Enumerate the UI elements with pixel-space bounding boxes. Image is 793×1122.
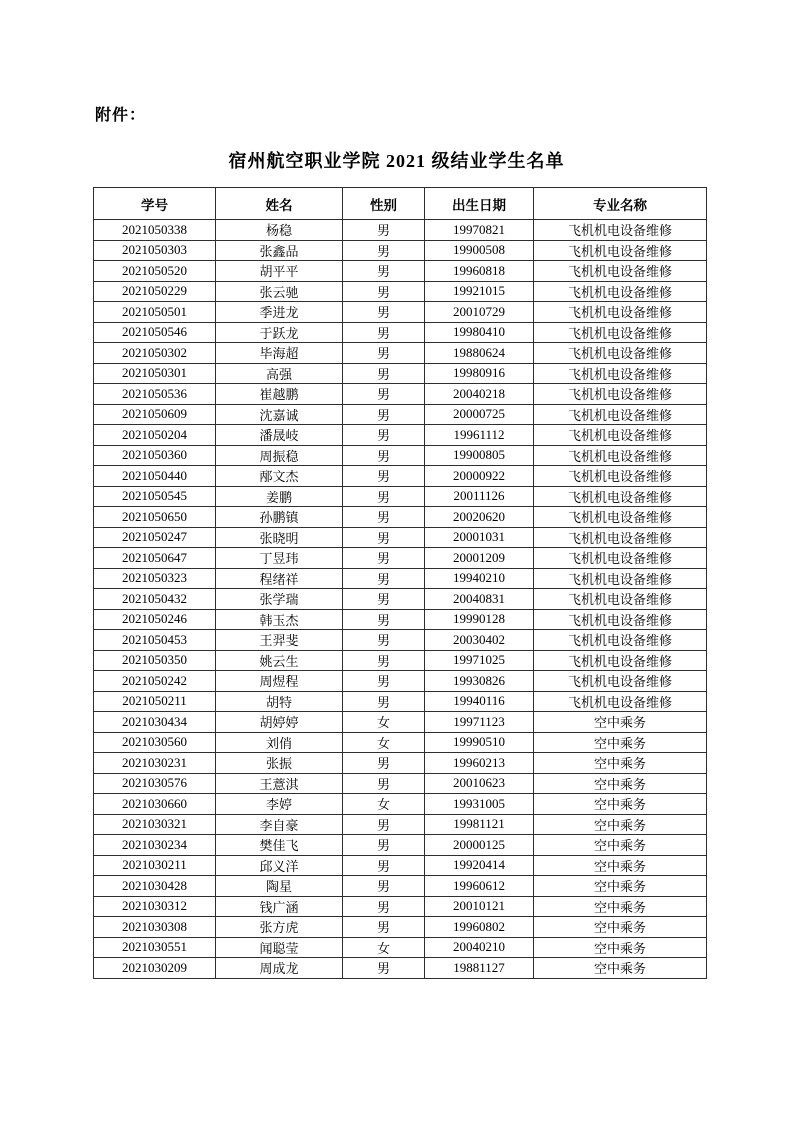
table-cell: 19970821: [425, 220, 534, 241]
table-cell: 19940210: [425, 568, 534, 589]
table-cell: 杨稳: [216, 220, 343, 241]
table-cell: 丁昱玮: [216, 548, 343, 569]
table-cell: 男: [343, 671, 425, 692]
table-cell: 胡婷婷: [216, 712, 343, 733]
table-cell: 沈嘉诚: [216, 404, 343, 425]
table-cell: 男: [343, 425, 425, 446]
table-cell: 男: [343, 630, 425, 651]
table-cell: 2021030209: [94, 958, 216, 979]
table-cell: 19900805: [425, 445, 534, 466]
table-row: [94, 876, 707, 897]
table-cell: 19990128: [425, 609, 534, 630]
table-row: [94, 732, 707, 753]
table-row: [94, 814, 707, 835]
table-cell: 2021030576: [94, 773, 216, 794]
table-cell: 2021050520: [94, 261, 216, 282]
table-cell: 2021050360: [94, 445, 216, 466]
table-cell: 空中乘务: [534, 712, 707, 733]
table-cell: 女: [343, 794, 425, 815]
table-cell: 19960818: [425, 261, 534, 282]
table-cell: 男: [343, 548, 425, 569]
table-row: [94, 917, 707, 938]
table-row: [94, 589, 707, 610]
table-cell: 毕海超: [216, 343, 343, 364]
table-row: [94, 527, 707, 548]
table-cell: 2021050432: [94, 589, 216, 610]
table-row: [94, 363, 707, 384]
table-row: [94, 302, 707, 323]
table-row: [94, 630, 707, 651]
table-cell: 季进龙: [216, 302, 343, 323]
table-cell: 20001209: [425, 548, 534, 569]
table-cell: 2021050440: [94, 466, 216, 487]
table-cell: 男: [343, 609, 425, 630]
table-cell: 胡平平: [216, 261, 343, 282]
table-cell: 19971123: [425, 712, 534, 733]
table-row: [94, 343, 707, 364]
table-row: [94, 261, 707, 282]
table-cell: 19960612: [425, 876, 534, 897]
table-cell: 周煜程: [216, 671, 343, 692]
table-cell: 男: [343, 404, 425, 425]
table-cell: 姜鹏: [216, 486, 343, 507]
table-cell: 男: [343, 281, 425, 302]
table-cell: 飞机机电设备维修: [534, 691, 707, 712]
table-cell: 张振: [216, 753, 343, 774]
table-cell: 2021030321: [94, 814, 216, 835]
table-cell: 20030402: [425, 630, 534, 651]
table-cell: 飞机机电设备维修: [534, 486, 707, 507]
table-cell: 男: [343, 220, 425, 241]
table-cell: 李婷: [216, 794, 343, 815]
table-cell: 王羿斐: [216, 630, 343, 651]
table-row: [94, 281, 707, 302]
table-cell: 19990510: [425, 732, 534, 753]
table-cell: 20040210: [425, 937, 534, 958]
table-cell: 2021050247: [94, 527, 216, 548]
table-row: [94, 937, 707, 958]
table-row: [94, 220, 707, 241]
table-cell: 飞机机电设备维修: [534, 384, 707, 405]
column-header: 出生日期: [425, 188, 534, 220]
column-header: 性别: [343, 188, 425, 220]
table-row: [94, 794, 707, 815]
table-cell: 2021050301: [94, 363, 216, 384]
table-cell: 张晓明: [216, 527, 343, 548]
table-row: [94, 650, 707, 671]
table-cell: 空中乘务: [534, 896, 707, 917]
table-cell: 飞机机电设备维修: [534, 609, 707, 630]
table-cell: 飞机机电设备维修: [534, 630, 707, 651]
table-cell: 韩玉杰: [216, 609, 343, 630]
table-cell: 飞机机电设备维修: [534, 363, 707, 384]
table-cell: 男: [343, 261, 425, 282]
table-cell: 2021030211: [94, 855, 216, 876]
table-cell: 樊佳飞: [216, 835, 343, 856]
table-cell: 飞机机电设备维修: [534, 589, 707, 610]
table-cell: 空中乘务: [534, 794, 707, 815]
table-cell: 2021030308: [94, 917, 216, 938]
table-cell: 男: [343, 876, 425, 897]
table-row: [94, 671, 707, 692]
table-body: [94, 220, 707, 979]
table-cell: 飞机机电设备维修: [534, 671, 707, 692]
table-row: [94, 691, 707, 712]
table-cell: 男: [343, 589, 425, 610]
table-cell: 19881127: [425, 958, 534, 979]
table-cell: 张云驰: [216, 281, 343, 302]
table-row: [94, 958, 707, 979]
table-cell: 19900508: [425, 240, 534, 261]
table-row: [94, 548, 707, 569]
table-cell: 高强: [216, 363, 343, 384]
table-cell: 男: [343, 896, 425, 917]
table-cell: 男: [343, 507, 425, 528]
table-cell: 19960802: [425, 917, 534, 938]
table-cell: 空中乘务: [534, 814, 707, 835]
table-cell: 邴文杰: [216, 466, 343, 487]
table-cell: 张鑫品: [216, 240, 343, 261]
table-cell: 李自豪: [216, 814, 343, 835]
table-cell: 19921015: [425, 281, 534, 302]
table-cell: 飞机机电设备维修: [534, 343, 707, 364]
table-cell: 20001031: [425, 527, 534, 548]
table-row: [94, 240, 707, 261]
table-cell: 飞机机电设备维修: [534, 445, 707, 466]
table-row: [94, 896, 707, 917]
table-cell: 空中乘务: [534, 917, 707, 938]
table-cell: 2021050501: [94, 302, 216, 323]
table-cell: 19880624: [425, 343, 534, 364]
table-cell: 19980410: [425, 322, 534, 343]
table-cell: 潘晟岐: [216, 425, 343, 446]
table-cell: 男: [343, 384, 425, 405]
table-row: [94, 486, 707, 507]
table-cell: 20040831: [425, 589, 534, 610]
column-header: 专业名称: [534, 188, 707, 220]
table-row: [94, 753, 707, 774]
table-cell: 飞机机电设备维修: [534, 507, 707, 528]
table-cell: 飞机机电设备维修: [534, 650, 707, 671]
table-cell: 飞机机电设备维修: [534, 220, 707, 241]
table-cell: 20020620: [425, 507, 534, 528]
table-cell: 2021030312: [94, 896, 216, 917]
table-cell: 19980916: [425, 363, 534, 384]
table-cell: 女: [343, 732, 425, 753]
table-cell: 男: [343, 958, 425, 979]
table-row: [94, 773, 707, 794]
table-cell: 20040218: [425, 384, 534, 405]
table-cell: 飞机机电设备维修: [534, 425, 707, 446]
table-cell: 2021030234: [94, 835, 216, 856]
table-cell: 女: [343, 937, 425, 958]
table-cell: 周成龙: [216, 958, 343, 979]
table-cell: 空中乘务: [534, 937, 707, 958]
table-cell: 男: [343, 445, 425, 466]
table-cell: 男: [343, 855, 425, 876]
table-cell: 2021030560: [94, 732, 216, 753]
table-cell: 男: [343, 568, 425, 589]
table-cell: 20000725: [425, 404, 534, 425]
table-cell: 19930826: [425, 671, 534, 692]
table-cell: 2021050647: [94, 548, 216, 569]
table-cell: 空中乘务: [534, 876, 707, 897]
table-cell: 程绪祥: [216, 568, 343, 589]
table-cell: 男: [343, 343, 425, 364]
table-cell: 2021050546: [94, 322, 216, 343]
table-cell: 飞机机电设备维修: [534, 322, 707, 343]
table-cell: 飞机机电设备维修: [534, 261, 707, 282]
table-row: [94, 322, 707, 343]
table-row: [94, 609, 707, 630]
table-cell: 飞机机电设备维修: [534, 302, 707, 323]
table-row: [94, 568, 707, 589]
table-cell: 2021050545: [94, 486, 216, 507]
table-cell: 男: [343, 691, 425, 712]
table-cell: 2021050242: [94, 671, 216, 692]
table-cell: 王薏淇: [216, 773, 343, 794]
table-cell: 20010121: [425, 896, 534, 917]
table-row: [94, 835, 707, 856]
table-cell: 空中乘务: [534, 958, 707, 979]
table-cell: 20000922: [425, 466, 534, 487]
table-header-row: [94, 188, 707, 220]
table-row: [94, 384, 707, 405]
table-cell: 2021050350: [94, 650, 216, 671]
table-row: [94, 712, 707, 733]
table-cell: 2021030660: [94, 794, 216, 815]
table-cell: 空中乘务: [534, 773, 707, 794]
table-cell: 2021050302: [94, 343, 216, 364]
table-row: [94, 445, 707, 466]
table-cell: 2021050338: [94, 220, 216, 241]
table-cell: 男: [343, 322, 425, 343]
table-cell: 2021030231: [94, 753, 216, 774]
table-cell: 2021050303: [94, 240, 216, 261]
table-cell: 刘俏: [216, 732, 343, 753]
table-cell: 男: [343, 466, 425, 487]
table-cell: 周振稳: [216, 445, 343, 466]
table-cell: 女: [343, 712, 425, 733]
table-row: [94, 466, 707, 487]
table-cell: 19960213: [425, 753, 534, 774]
table-cell: 19961112: [425, 425, 534, 446]
table-cell: 19920414: [425, 855, 534, 876]
table-cell: 张方虎: [216, 917, 343, 938]
table-cell: 男: [343, 835, 425, 856]
table-row: [94, 404, 707, 425]
table-cell: 于跃龙: [216, 322, 343, 343]
student-roster-table: [93, 187, 707, 979]
document-title: 宿州航空职业学院 2021 级结业学生名单: [228, 151, 565, 171]
table-cell: 空中乘务: [534, 855, 707, 876]
table-cell: 19931005: [425, 794, 534, 815]
table-cell: 男: [343, 486, 425, 507]
table-cell: 男: [343, 240, 425, 261]
table-cell: 19981121: [425, 814, 534, 835]
table-cell: 男: [343, 527, 425, 548]
table-cell: 张学瑞: [216, 589, 343, 610]
table-cell: 2021030428: [94, 876, 216, 897]
table-cell: 20000125: [425, 835, 534, 856]
table-cell: 20011126: [425, 486, 534, 507]
table-cell: 孙鹏镇: [216, 507, 343, 528]
table-cell: 2021050609: [94, 404, 216, 425]
column-header: 学号: [94, 188, 216, 220]
table-cell: 2021050536: [94, 384, 216, 405]
table-cell: 19971025: [425, 650, 534, 671]
table-row: [94, 425, 707, 446]
table-cell: 崔越鹏: [216, 384, 343, 405]
table-cell: 2021050650: [94, 507, 216, 528]
table-cell: 男: [343, 773, 425, 794]
table-cell: 飞机机电设备维修: [534, 548, 707, 569]
table-cell: 男: [343, 650, 425, 671]
table-cell: 飞机机电设备维修: [534, 527, 707, 548]
table-cell: 2021050229: [94, 281, 216, 302]
table-cell: 2021050211: [94, 691, 216, 712]
table-cell: 胡特: [216, 691, 343, 712]
table-cell: 男: [343, 753, 425, 774]
table-cell: 飞机机电设备维修: [534, 281, 707, 302]
table-cell: 飞机机电设备维修: [534, 568, 707, 589]
table-row: [94, 855, 707, 876]
table-cell: 飞机机电设备维修: [534, 240, 707, 261]
table-cell: 飞机机电设备维修: [534, 404, 707, 425]
table-cell: 男: [343, 917, 425, 938]
table-cell: 2021050453: [94, 630, 216, 651]
table-cell: 闻聪莹: [216, 937, 343, 958]
table-cell: 男: [343, 814, 425, 835]
table-cell: 飞机机电设备维修: [534, 466, 707, 487]
table-row: [94, 507, 707, 528]
table-cell: 19940116: [425, 691, 534, 712]
table-cell: 空中乘务: [534, 732, 707, 753]
table-cell: 2021050323: [94, 568, 216, 589]
table-cell: 2021050204: [94, 425, 216, 446]
table-cell: 2021050246: [94, 609, 216, 630]
column-header: 姓名: [216, 188, 343, 220]
table-cell: 空中乘务: [534, 753, 707, 774]
table-cell: 男: [343, 363, 425, 384]
table-cell: 钱广涵: [216, 896, 343, 917]
table-cell: 邱义洋: [216, 855, 343, 876]
table-cell: 20010623: [425, 773, 534, 794]
table-cell: 2021030551: [94, 937, 216, 958]
attachment-label: 附件：: [95, 107, 147, 124]
table-cell: 男: [343, 302, 425, 323]
table-cell: 2021030434: [94, 712, 216, 733]
table-cell: 陶星: [216, 876, 343, 897]
table-cell: 姚云生: [216, 650, 343, 671]
table-cell: 空中乘务: [534, 835, 707, 856]
table-cell: 20010729: [425, 302, 534, 323]
